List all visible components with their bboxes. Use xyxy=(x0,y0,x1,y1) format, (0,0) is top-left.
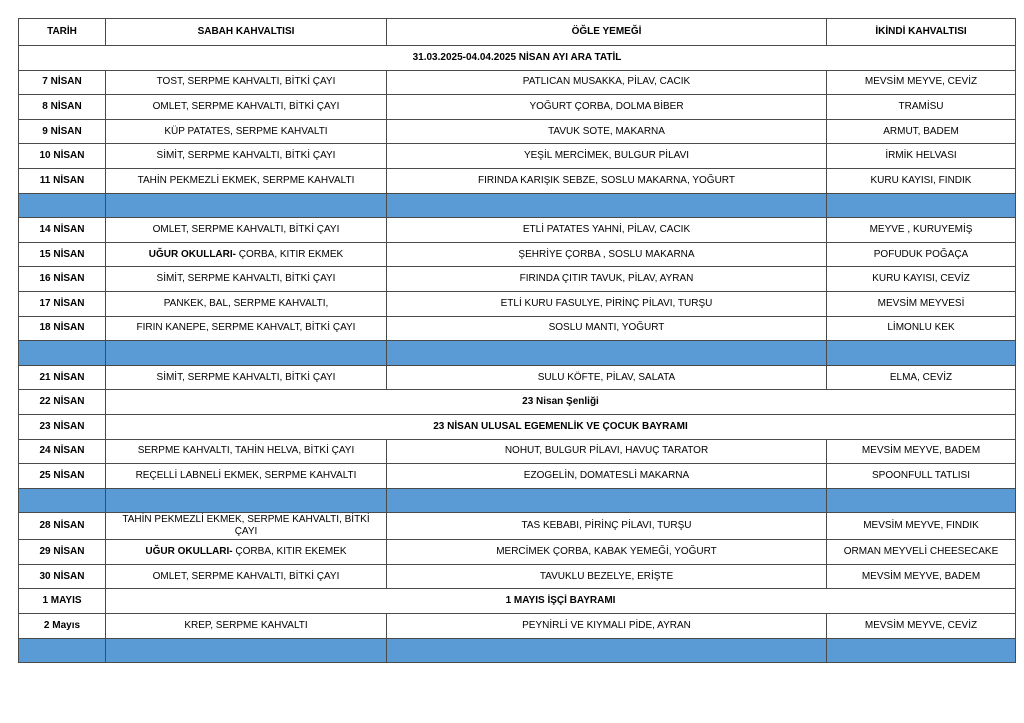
lunch-cell: PATLICAN MUSAKKA, PİLAV, CACIK xyxy=(387,70,827,95)
date-cell: 29 NİSAN xyxy=(19,540,106,565)
date-cell: 24 NİSAN xyxy=(19,439,106,464)
table-row xyxy=(19,70,1016,95)
table-row xyxy=(19,95,1016,120)
breakfast-cell: OMLET, SERPME KAHVALTI, BİTKİ ÇAYI xyxy=(106,564,387,589)
breakfast-cell: TAHİN PEKMEZLİ EKMEK, SERPME KAHVALTI xyxy=(106,168,387,193)
snack-cell: İRMİK HELVASI xyxy=(827,144,1016,169)
date-cell: 2 Mayıs xyxy=(19,614,106,639)
header-snack: İKİNDİ KAHVALTISI xyxy=(827,19,1016,46)
separator-cell xyxy=(387,341,827,366)
lunch-menu-table xyxy=(18,18,1016,663)
date-cell: 7 NİSAN xyxy=(19,70,106,95)
separator-cell xyxy=(106,638,387,663)
breakfast-text: ÇORBA, KITIR EKMEK xyxy=(238,248,344,260)
table-row xyxy=(19,513,1016,540)
breakfast-cell: OMLET, SERPME KAHVALTI, BİTKİ ÇAYI xyxy=(106,218,387,243)
snack-cell: MEYVE , KURUYEMİŞ xyxy=(827,218,1016,243)
snack-cell: MEVSİM MEYVE, BADEM xyxy=(827,439,1016,464)
date-cell: 28 NİSAN xyxy=(19,513,106,540)
holiday-note: 23 NİSAN ULUSAL EGEMENLİK VE ÇOCUK BAYRAMI xyxy=(106,414,1016,439)
holiday-note-row xyxy=(19,46,1016,71)
table-row xyxy=(19,365,1016,390)
snack-cell: MEVSİM MEYVE, FINDIK xyxy=(827,513,1016,540)
lunch-cell: ETLİ KURU FASULYE, PİRİNÇ PİLAVI, TURŞU xyxy=(387,291,827,316)
event-note: 23 Nisan Şenliği xyxy=(106,390,1016,415)
separator-cell xyxy=(106,341,387,366)
breakfast-cell xyxy=(106,540,387,565)
separator-cell xyxy=(19,193,106,218)
breakfast-cell: SERPME KAHVALTI, TAHİN HELVA, BİTKİ ÇAYI xyxy=(106,439,387,464)
lunch-cell: SOSLU MANTI, YOĞURT xyxy=(387,316,827,341)
breakfast-cell xyxy=(106,242,387,267)
breakfast-text: ÇORBA, KITIR EKEMEK xyxy=(235,546,347,558)
breakfast-cell: SİMİT, SERPME KAHVALTI, BİTKİ ÇAYI xyxy=(106,267,387,292)
table-row xyxy=(19,144,1016,169)
lunch-cell: SULU KÖFTE, PİLAV, SALATA xyxy=(387,365,827,390)
brand-label: UĞUR OKULLARI- xyxy=(145,546,233,558)
week-separator-row xyxy=(19,488,1016,513)
snack-cell: TRAMİSU xyxy=(827,95,1016,120)
date-cell: 21 NİSAN xyxy=(19,365,106,390)
separator-cell xyxy=(387,193,827,218)
lunch-cell: FIRINDA ÇITIR TAVUK, PİLAV, AYRAN xyxy=(387,267,827,292)
separator-cell xyxy=(827,488,1016,513)
breakfast-cell: SİMİT, SERPME KAHVALTI, BİTKİ ÇAYI xyxy=(106,365,387,390)
table-row xyxy=(19,439,1016,464)
separator-cell xyxy=(19,638,106,663)
snack-cell: MEVSİM MEYVE, CEVİZ xyxy=(827,614,1016,639)
table-row xyxy=(19,589,1016,614)
lunch-cell: TAVUKLU BEZELYE, ERİŞTE xyxy=(387,564,827,589)
table-row xyxy=(19,291,1016,316)
week-separator-row xyxy=(19,341,1016,366)
lunch-cell: YOĞURT ÇORBA, DOLMA BİBER xyxy=(387,95,827,120)
table-row xyxy=(19,540,1016,565)
snack-cell: MEVSİM MEYVE, CEVİZ xyxy=(827,70,1016,95)
snack-cell: ORMAN MEYVELİ CHEESECAKE xyxy=(827,540,1016,565)
separator-cell xyxy=(827,341,1016,366)
brand-label: UĞUR OKULLARI- xyxy=(148,248,236,260)
snack-cell: MEVSİM MEYVE, BADEM xyxy=(827,564,1016,589)
table-row xyxy=(19,564,1016,589)
table-row xyxy=(19,414,1016,439)
date-cell: 25 NİSAN xyxy=(19,464,106,489)
lunch-cell: TAVUK SOTE, MAKARNA xyxy=(387,119,827,144)
snack-cell: MEVSİM MEYVESİ xyxy=(827,291,1016,316)
lunch-cell: YEŞİL MERCİMEK, BULGUR PİLAVI xyxy=(387,144,827,169)
breakfast-cell: KÜP PATATES, SERPME KAHVALTI xyxy=(106,119,387,144)
date-cell: 11 NİSAN xyxy=(19,168,106,193)
separator-cell xyxy=(827,193,1016,218)
breakfast-cell: KREP, SERPME KAHVALTI xyxy=(106,614,387,639)
separator-cell xyxy=(106,193,387,218)
separator-cell xyxy=(106,488,387,513)
snack-cell: KURU KAYISI, FINDIK xyxy=(827,168,1016,193)
table-row xyxy=(19,267,1016,292)
snack-cell: LİMONLU KEK xyxy=(827,316,1016,341)
snack-cell: ARMUT, BADEM xyxy=(827,119,1016,144)
breakfast-cell: REÇELLİ LABNELİ EKMEK, SERPME KAHVALTI xyxy=(106,464,387,489)
separator-cell xyxy=(387,488,827,513)
date-cell: 9 NİSAN xyxy=(19,119,106,144)
separator-cell xyxy=(827,638,1016,663)
snack-cell: SPOONFULL TATLISI xyxy=(827,464,1016,489)
week-separator-row xyxy=(19,193,1016,218)
breakfast-cell: PANKEK, BAL, SERPME KAHVALTI, xyxy=(106,291,387,316)
date-cell: 15 NİSAN xyxy=(19,242,106,267)
header-date: TARİH xyxy=(19,19,106,46)
date-cell: 8 NİSAN xyxy=(19,95,106,120)
lunch-cell: NOHUT, BULGUR PİLAVI, HAVUÇ TARATOR xyxy=(387,439,827,464)
snack-cell: ELMA, CEVİZ xyxy=(827,365,1016,390)
table-row xyxy=(19,316,1016,341)
breakfast-cell: TAHİN PEKMEZLİ EKMEK, SERPME KAHVALTI, BİTKİ ÇAYI xyxy=(106,513,387,540)
separator-cell xyxy=(19,341,106,366)
breakfast-cell: OMLET, SERPME KAHVALTI, BİTKİ ÇAYI xyxy=(106,95,387,120)
week-separator-row xyxy=(19,638,1016,663)
breakfast-cell: FIRIN KANEPE, SERPME KAHVALT, BİTKİ ÇAYI xyxy=(106,316,387,341)
date-cell: 16 NİSAN xyxy=(19,267,106,292)
header-breakfast: SABAH KAHVALTISI xyxy=(106,19,387,46)
date-cell: 18 NİSAN xyxy=(19,316,106,341)
lunch-cell: ŞEHRİYE ÇORBA , SOSLU MAKARNA xyxy=(387,242,827,267)
date-cell: 14 NİSAN xyxy=(19,218,106,243)
date-cell: 1 MAYIS xyxy=(19,589,106,614)
header-row xyxy=(19,19,1016,46)
holiday-note: 1 MAYIS İŞÇİ BAYRAMI xyxy=(106,589,1016,614)
date-cell: 10 NİSAN xyxy=(19,144,106,169)
table-row xyxy=(19,390,1016,415)
lunch-cell: TAS KEBABI, PİRİNÇ PİLAVI, TURŞU xyxy=(387,513,827,540)
lunch-cell: ETLİ PATATES YAHNİ, PİLAV, CACIK xyxy=(387,218,827,243)
snack-cell: POFUDUK POĞAÇA xyxy=(827,242,1016,267)
separator-cell xyxy=(387,638,827,663)
lunch-cell: PEYNİRLİ VE KIYMALI PİDE, AYRAN xyxy=(387,614,827,639)
breakfast-cell: SİMİT, SERPME KAHVALTI, BİTKİ ÇAYI xyxy=(106,144,387,169)
snack-cell: KURU KAYISI, CEVİZ xyxy=(827,267,1016,292)
lunch-cell: MERCİMEK ÇORBA, KABAK YEMEĞİ, YOĞURT xyxy=(387,540,827,565)
table-row xyxy=(19,218,1016,243)
table-row xyxy=(19,242,1016,267)
table-row xyxy=(19,614,1016,639)
date-cell: 23 NİSAN xyxy=(19,414,106,439)
separator-cell xyxy=(19,488,106,513)
date-cell: 22 NİSAN xyxy=(19,390,106,415)
table-row xyxy=(19,464,1016,489)
header-lunch: ÖĞLE YEMEĞİ xyxy=(387,19,827,46)
breakfast-cell: TOST, SERPME KAHVALTI, BİTKİ ÇAYI xyxy=(106,70,387,95)
date-cell: 17 NİSAN xyxy=(19,291,106,316)
lunch-cell: EZOGELİN, DOMATESLİ MAKARNA xyxy=(387,464,827,489)
lunch-cell: FIRINDA KARIŞIK SEBZE, SOSLU MAKARNA, YOĞURT xyxy=(387,168,827,193)
holiday-note: 31.03.2025-04.04.2025 NİSAN AYI ARA TATİL xyxy=(19,46,1016,71)
table-row xyxy=(19,168,1016,193)
table-row xyxy=(19,119,1016,144)
date-cell: 30 NİSAN xyxy=(19,564,106,589)
